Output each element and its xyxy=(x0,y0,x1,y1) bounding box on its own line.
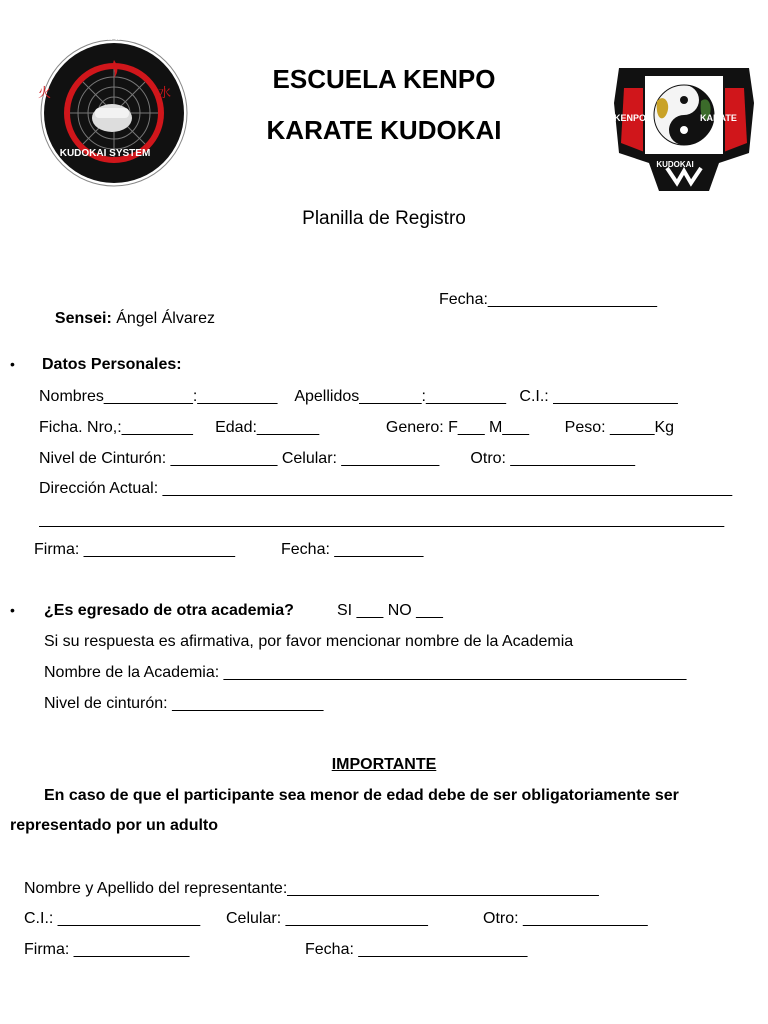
representante-firma-field[interactable]: Firma: _____________ xyxy=(24,941,190,958)
sensei-name: Ángel Álvarez xyxy=(111,310,215,327)
bullet-datos: • xyxy=(10,356,15,372)
bullet-academia: • xyxy=(10,602,15,618)
right-logo-top-left: COHN xyxy=(625,33,661,47)
right-logo-mid-left: KENPO xyxy=(614,113,647,123)
left-logo-top-text: LEY FIT MARCIAL xyxy=(62,32,148,43)
datos-firma-field[interactable]: Firma: _________________ xyxy=(34,541,236,558)
left-logo-bottom-text: KUDOKAI SYSTEM xyxy=(59,148,151,159)
representante-fecha-field[interactable]: Fecha: ___________________ xyxy=(305,941,528,958)
left-logo-kanji-right: 水 xyxy=(158,85,172,100)
academia-nivel-field[interactable]: Nivel de cinturón: _________________ xyxy=(44,695,324,712)
importante-heading: IMPORTANTE xyxy=(331,756,437,773)
importante-line-2: representado por un adulto xyxy=(10,817,219,834)
title-line-2: KARATE KUDOKAI xyxy=(266,115,502,145)
representante-celular-field[interactable]: Celular: ________________ xyxy=(226,910,428,927)
sensei-fecha-field[interactable]: Fecha:___________________ xyxy=(439,291,657,308)
academia-options[interactable]: SI ___ NO ___ xyxy=(337,602,443,619)
right-logo-mid-right: KARATE xyxy=(700,113,737,123)
datos-line-direccion-2[interactable]: _____________________________________________________________________________ xyxy=(39,511,725,528)
datos-line-nombres[interactable]: Nombres__________:_________ Apellidos_______:_________ C.I.: ______________ xyxy=(39,388,678,405)
sensei-label: Sensei: xyxy=(54,310,112,327)
right-logo-bottom: KUDOKAI xyxy=(656,160,694,169)
right-logo-top-right: LEE xyxy=(692,33,725,47)
left-logo-emblem-icon xyxy=(39,38,189,188)
representante-ci-field[interactable]: C.I.: ________________ xyxy=(24,910,201,927)
title-line-1: ESCUELA KENPO xyxy=(272,64,496,94)
datos-fecha-field[interactable]: Fecha: __________ xyxy=(281,541,424,558)
representante-otro-field[interactable]: Otro: ______________ xyxy=(483,910,648,927)
datos-line-direccion[interactable]: Dirección Actual: ________________________________________________________________ xyxy=(39,480,733,497)
sensei-line xyxy=(46,290,215,328)
academia-note: Si su respuesta es afirmativa, por favor mencionar nombre de la Academia xyxy=(44,633,574,650)
form-subtitle: Planilla de Registro xyxy=(302,208,466,229)
academia-question: ¿Es egresado de otra academia? xyxy=(44,602,294,619)
representante-nombre-field[interactable]: Nombre y Apellido del representante:___________________________________ xyxy=(24,880,599,897)
datos-line-ficha[interactable]: Ficha. Nro,:________ Edad:_______ Genero: F___ M___ Peso: _____Kg xyxy=(39,419,675,436)
datos-heading: Datos Personales: xyxy=(42,356,182,373)
importante-line-1: En caso de que el participante sea menor de edad debe de ser obligatoriamente ser xyxy=(44,787,679,804)
academia-nombre-field[interactable]: Nombre de la Academia: ____________________________________________________ xyxy=(44,664,687,681)
left-logo xyxy=(30,20,180,170)
datos-line-cinturon[interactable]: Nivel de Cinturón: ____________ Celular: ___________ Otro: ______________ xyxy=(39,450,636,467)
left-logo-kanji-left: 火 xyxy=(38,85,52,100)
right-logo xyxy=(600,25,750,180)
